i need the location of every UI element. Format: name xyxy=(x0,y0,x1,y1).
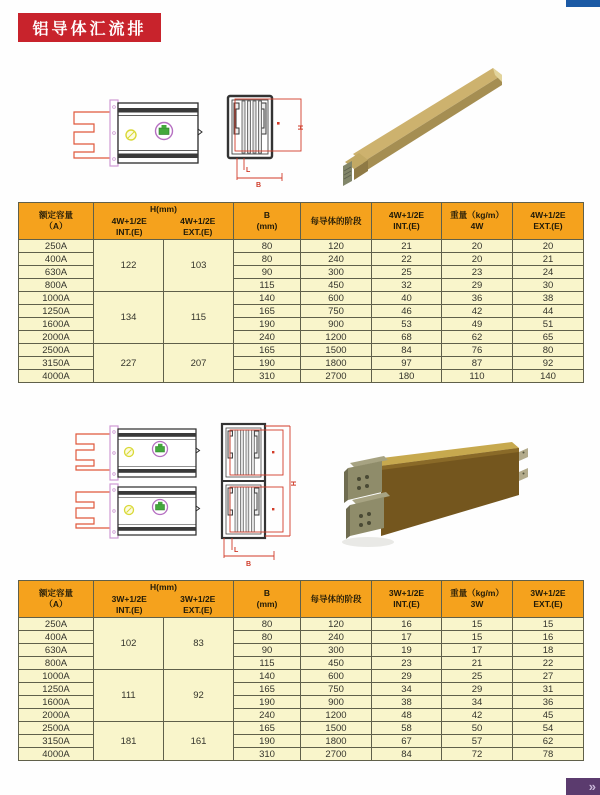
cell-ext: 22 xyxy=(513,657,584,670)
cell-capacity: 2500A xyxy=(19,722,94,735)
cell-weight: 25 xyxy=(442,670,513,683)
table-row xyxy=(19,344,584,357)
cell-stage: 1800 xyxy=(301,735,372,748)
detail-callout-green xyxy=(156,123,173,140)
unit-bottom xyxy=(76,484,200,538)
cell-weight: 20 xyxy=(442,253,513,266)
diagram-double-busbar xyxy=(58,418,303,580)
cell-capacity: 1250A xyxy=(19,683,94,696)
dim-l-label-2: L xyxy=(234,547,239,554)
dim-h-label: H xyxy=(296,125,303,131)
cell-h-ext: 115 xyxy=(164,292,234,344)
mounting-bracket-outline xyxy=(74,112,110,158)
cell-stage: 600 xyxy=(301,292,372,305)
cell-b: 80 xyxy=(234,240,301,253)
end-plate xyxy=(110,100,118,166)
cell-b: 310 xyxy=(234,748,301,761)
cell-h-int: 122 xyxy=(94,240,164,292)
cell-stage: 240 xyxy=(301,253,372,266)
cell-h-ext: 83 xyxy=(164,618,234,670)
cell-int: 84 xyxy=(372,344,442,357)
cell-stage: 240 xyxy=(301,631,372,644)
cell-ext: 31 xyxy=(513,683,584,696)
col-h-group xyxy=(94,203,234,240)
col-b: B (mm) xyxy=(234,203,301,240)
cell-capacity: 3150A xyxy=(19,735,94,748)
col-h-int: 3W+1/2E INT.(E) xyxy=(111,594,147,616)
cell-ext: 30 xyxy=(513,279,584,292)
cell-int: 16 xyxy=(372,618,442,631)
cell-b: 165 xyxy=(234,683,301,696)
cell-int: 40 xyxy=(372,292,442,305)
cell-b: 80 xyxy=(234,631,301,644)
table-row xyxy=(19,240,584,253)
dim-l-label: L xyxy=(246,167,251,174)
dim-b-label: B xyxy=(256,182,262,189)
cell-int: 29 xyxy=(372,670,442,683)
cell-weight: 42 xyxy=(442,709,513,722)
cell-capacity: 400A xyxy=(19,253,94,266)
col-ext: 4W+1/2E EXT.(E) xyxy=(513,203,584,240)
cell-h-int: 102 xyxy=(94,618,164,670)
cell-capacity: 1250A xyxy=(19,305,94,318)
col-weight: 重量（kg/m） 3W xyxy=(442,581,513,618)
col-h-ext: 3W+1/2E EXT.(E) xyxy=(180,594,216,616)
cell-int: 48 xyxy=(372,709,442,722)
cell-stage: 750 xyxy=(301,305,372,318)
cell-int: 67 xyxy=(372,735,442,748)
cell-stage: 300 xyxy=(301,644,372,657)
cell-int: 32 xyxy=(372,279,442,292)
col-int: 3W+1/2E INT.(E) xyxy=(372,581,442,618)
cell-capacity: 1000A xyxy=(19,670,94,683)
cell-capacity: 630A xyxy=(19,266,94,279)
cell-capacity: 1000A xyxy=(19,292,94,305)
cell-h-ext: 161 xyxy=(164,722,234,761)
cell-b: 115 xyxy=(234,657,301,670)
cell-b: 140 xyxy=(234,292,301,305)
h-group-label: H(mm) xyxy=(150,204,177,214)
cell-stage: 120 xyxy=(301,618,372,631)
col-weight: 重量（kg/m） 4W xyxy=(442,203,513,240)
corner-chevron-box xyxy=(566,778,600,795)
cell-b: 240 xyxy=(234,709,301,722)
chevron-icon: » xyxy=(588,779,596,794)
cell-weight: 87 xyxy=(442,357,513,370)
cell-int: 23 xyxy=(372,657,442,670)
table-row xyxy=(19,292,584,305)
col-h-group xyxy=(94,581,234,618)
cell-ext: 24 xyxy=(513,266,584,279)
cell-weight: 34 xyxy=(442,696,513,709)
cell-stage: 2700 xyxy=(301,370,372,383)
cell-int: 17 xyxy=(372,631,442,644)
cell-weight: 15 xyxy=(442,618,513,631)
cell-int: 84 xyxy=(372,748,442,761)
cell-stage: 750 xyxy=(301,683,372,696)
col-capacity: 额定容量 （A） xyxy=(19,203,94,240)
cell-capacity: 2000A xyxy=(19,709,94,722)
cell-stage: 900 xyxy=(301,318,372,331)
cell-capacity: 2000A xyxy=(19,331,94,344)
cell-b: 80 xyxy=(234,618,301,631)
cell-int: 46 xyxy=(372,305,442,318)
cell-ext: 80 xyxy=(513,344,584,357)
spec-table-3w xyxy=(18,580,584,761)
cell-stage: 450 xyxy=(301,657,372,670)
cell-weight: 21 xyxy=(442,657,513,670)
cell-weight: 62 xyxy=(442,331,513,344)
cell-capacity: 4000A xyxy=(19,748,94,761)
cell-capacity: 630A xyxy=(19,644,94,657)
cell-weight: 50 xyxy=(442,722,513,735)
cell-h-ext: 103 xyxy=(164,240,234,292)
cell-h-int: 134 xyxy=(94,292,164,344)
cell-stage: 120 xyxy=(301,240,372,253)
cell-b: 165 xyxy=(234,344,301,357)
cell-stage: 450 xyxy=(301,279,372,292)
cell-capacity: 2500A xyxy=(19,344,94,357)
cell-b: 190 xyxy=(234,696,301,709)
col-capacity: 额定容量 （A） xyxy=(19,581,94,618)
cell-weight: 29 xyxy=(442,683,513,696)
cell-ext: 65 xyxy=(513,331,584,344)
cell-capacity: 800A xyxy=(19,657,94,670)
cell-ext: 45 xyxy=(513,709,584,722)
cell-capacity: 800A xyxy=(19,279,94,292)
diagram-single-busbar xyxy=(58,88,310,200)
cell-stage: 2700 xyxy=(301,748,372,761)
cell-weight: 23 xyxy=(442,266,513,279)
table-row xyxy=(19,618,584,631)
table-row xyxy=(19,722,584,735)
cell-b: 80 xyxy=(234,253,301,266)
cell-capacity: 4000A xyxy=(19,370,94,383)
cell-h-ext: 207 xyxy=(164,344,234,383)
cell-int: 19 xyxy=(372,644,442,657)
cell-weight: 76 xyxy=(442,344,513,357)
cell-ext: 54 xyxy=(513,722,584,735)
cell-weight: 15 xyxy=(442,631,513,644)
col-b: B (mm) xyxy=(234,581,301,618)
table-row xyxy=(19,670,584,683)
col-h-ext: 4W+1/2E EXT.(E) xyxy=(180,216,216,238)
cell-weight: 57 xyxy=(442,735,513,748)
cell-h-ext: 92 xyxy=(164,670,234,722)
cell-stage: 1500 xyxy=(301,722,372,735)
cell-int: 58 xyxy=(372,722,442,735)
cell-ext: 62 xyxy=(513,735,584,748)
cell-stage: 1500 xyxy=(301,344,372,357)
cell-capacity: 1600A xyxy=(19,696,94,709)
cell-ext: 16 xyxy=(513,631,584,644)
cell-stage: 1200 xyxy=(301,709,372,722)
cell-ext: 140 xyxy=(513,370,584,383)
product-photo-single-busbar xyxy=(335,58,515,193)
col-stage: 每导体的阶段 xyxy=(301,581,372,618)
h-group-label: H(mm) xyxy=(150,582,177,592)
cell-b: 115 xyxy=(234,279,301,292)
cell-weight: 49 xyxy=(442,318,513,331)
cell-stage: 600 xyxy=(301,670,372,683)
cell-int: 53 xyxy=(372,318,442,331)
cell-weight: 20 xyxy=(442,240,513,253)
header-row xyxy=(19,203,584,240)
cell-ext: 27 xyxy=(513,670,584,683)
cell-b: 240 xyxy=(234,331,301,344)
cell-b: 190 xyxy=(234,357,301,370)
product-photo-double-busbar xyxy=(338,432,538,554)
cell-ext: 38 xyxy=(513,292,584,305)
cell-int: 22 xyxy=(372,253,442,266)
cell-int: 97 xyxy=(372,357,442,370)
cell-b: 90 xyxy=(234,266,301,279)
cell-h-int: 111 xyxy=(94,670,164,722)
header-row xyxy=(19,581,584,618)
dim-h-label-2: H xyxy=(289,481,296,487)
cell-b: 310 xyxy=(234,370,301,383)
cross-section-double xyxy=(222,424,265,538)
cell-ext: 78 xyxy=(513,748,584,761)
top-accent-bar xyxy=(566,0,600,7)
cell-weight: 29 xyxy=(442,279,513,292)
cell-b: 165 xyxy=(234,305,301,318)
cell-weight: 17 xyxy=(442,644,513,657)
cell-capacity: 250A xyxy=(19,240,94,253)
cell-stage: 900 xyxy=(301,696,372,709)
cell-int: 25 xyxy=(372,266,442,279)
cell-int: 180 xyxy=(372,370,442,383)
cell-ext: 92 xyxy=(513,357,584,370)
cell-int: 21 xyxy=(372,240,442,253)
cell-stage: 300 xyxy=(301,266,372,279)
detail-callout-yellow xyxy=(126,130,136,140)
col-stage: 每导体的阶段 xyxy=(301,203,372,240)
cell-ext: 21 xyxy=(513,253,584,266)
spec-table-4w xyxy=(18,202,584,383)
cell-capacity: 3150A xyxy=(19,357,94,370)
cell-b: 190 xyxy=(234,318,301,331)
cell-stage: 1800 xyxy=(301,357,372,370)
cell-int: 38 xyxy=(372,696,442,709)
cell-ext: 51 xyxy=(513,318,584,331)
col-h-int: 4W+1/2E INT.(E) xyxy=(111,216,147,238)
cell-b: 165 xyxy=(234,722,301,735)
cell-weight: 110 xyxy=(442,370,513,383)
cell-capacity: 400A xyxy=(19,631,94,644)
cell-b: 190 xyxy=(234,735,301,748)
cell-ext: 36 xyxy=(513,696,584,709)
cell-stage: 1200 xyxy=(301,331,372,344)
cell-int: 68 xyxy=(372,331,442,344)
cell-weight: 36 xyxy=(442,292,513,305)
cell-h-int: 181 xyxy=(94,722,164,761)
cell-ext: 44 xyxy=(513,305,584,318)
unit-top xyxy=(76,426,200,480)
cell-ext: 20 xyxy=(513,240,584,253)
page-title: 铝导体汇流排 xyxy=(18,13,161,42)
cell-ext: 18 xyxy=(513,644,584,657)
cell-b: 90 xyxy=(234,644,301,657)
cell-h-int: 227 xyxy=(94,344,164,383)
cell-weight: 72 xyxy=(442,748,513,761)
cell-weight: 42 xyxy=(442,305,513,318)
col-ext: 3W+1/2E EXT.(E) xyxy=(513,581,584,618)
cell-capacity: 1600A xyxy=(19,318,94,331)
cell-capacity: 250A xyxy=(19,618,94,631)
dim-b-label-2: B xyxy=(246,561,252,568)
cell-int: 34 xyxy=(372,683,442,696)
col-int: 4W+1/2E INT.(E) xyxy=(372,203,442,240)
cell-b: 140 xyxy=(234,670,301,683)
cell-ext: 15 xyxy=(513,618,584,631)
